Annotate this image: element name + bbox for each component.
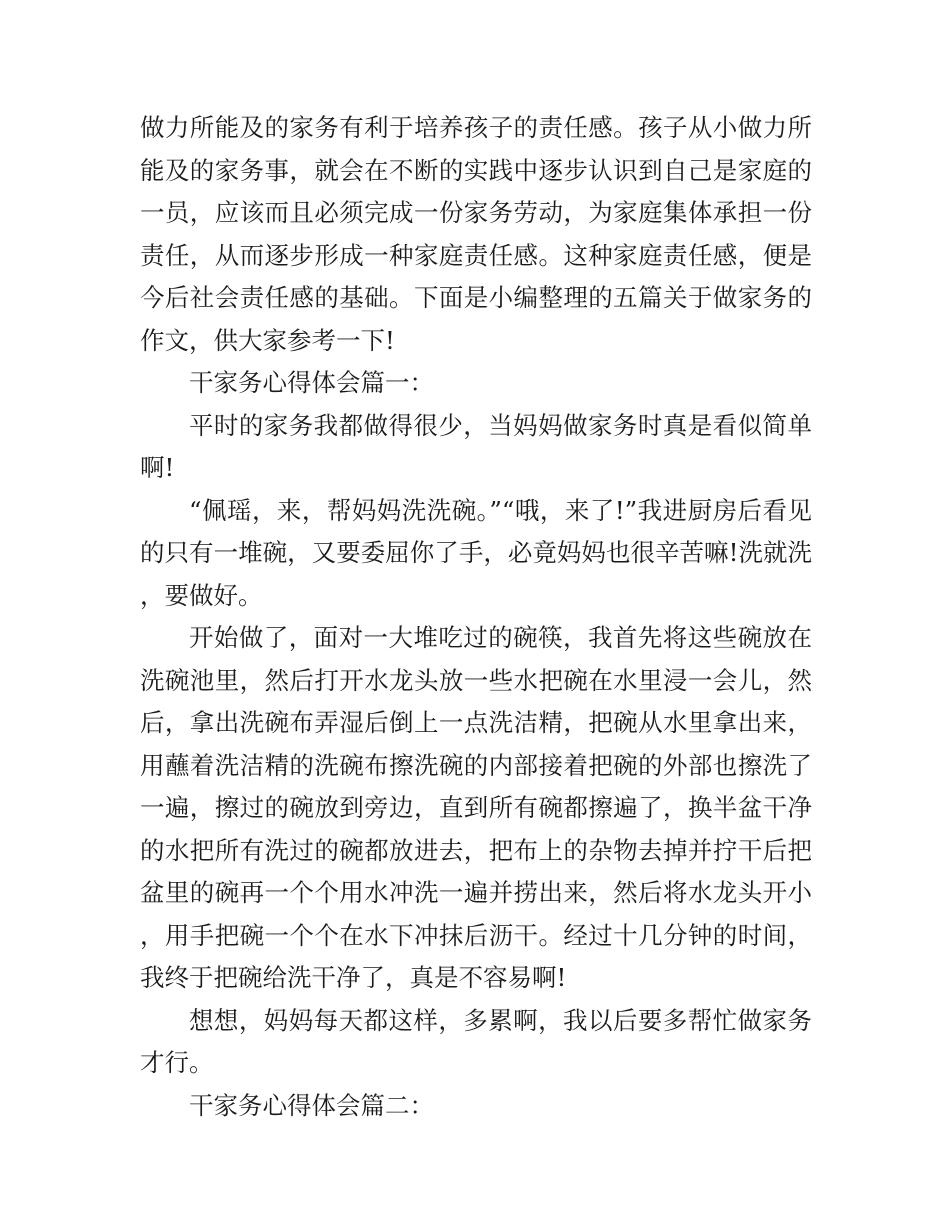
- intro-paragraph: 做力所能及的家务有利于培养孩子的责任感。孩子从小做力所能及的家务事，就会在不断的实践中逐步认识到自己是家庭的一员，应该而且必须完成一份家务劳动，为家庭集体承担一份责任，从而逐步形成一种家庭责任感。这种家庭责任感，便是今后社会责任感的基础。下面是小编整理的五篇关于做家务的作文，供大家参考一下!: [140, 113, 812, 355]
- document-body: [140, 107, 812, 1127]
- section-heading-1: 干家务心得体会篇一：: [189, 368, 434, 397]
- body-paragraph: 平时的家务我都做得很少，当妈妈做家务时真是看似简单啊!: [140, 410, 812, 482]
- dialogue-paragraph: “佩瑶，来，帮妈妈洗洗碗。”“哦，来了!”我进厨房后看见的只有一堆碗，又要委屈你了手，必竟妈妈也很辛苦嘛!洗就洗，要做好。: [140, 495, 812, 610]
- section-heading-2: 干家务心得体会篇二：: [189, 1090, 434, 1120]
- body-paragraph: 想想，妈妈每天都这样，多累啊，我以后要多帮忙做家务才行。: [140, 1005, 812, 1077]
- body-paragraph: 开始做了，面对一大堆吃过的碗筷，我首先将这些碗放在洗碗池里，然后打开水龙头放一些水把碗在水里浸一会儿，然后，拿出洗碗布弄湿后倒上一点洗洁精，把碗从水里拿出来，用蘸着洗洁精的洗碗布擦洗碗的内部接着把碗的外部也擦洗了一遍，擦过的碗放到旁边，直到所有碗都擦遍了，换半盆干净的水把所有洗过的碗都放进去，把布上的杂物去掉并拧干后把盆里的碗再一个个用水冲洗一遍并捞出来，然后将水龙头开小，用手把碗一个个在水下冲抹后沥干。经过十几分钟的时间，我终于把碗给洗干净了，真是不容易啊!: [140, 623, 812, 992]
